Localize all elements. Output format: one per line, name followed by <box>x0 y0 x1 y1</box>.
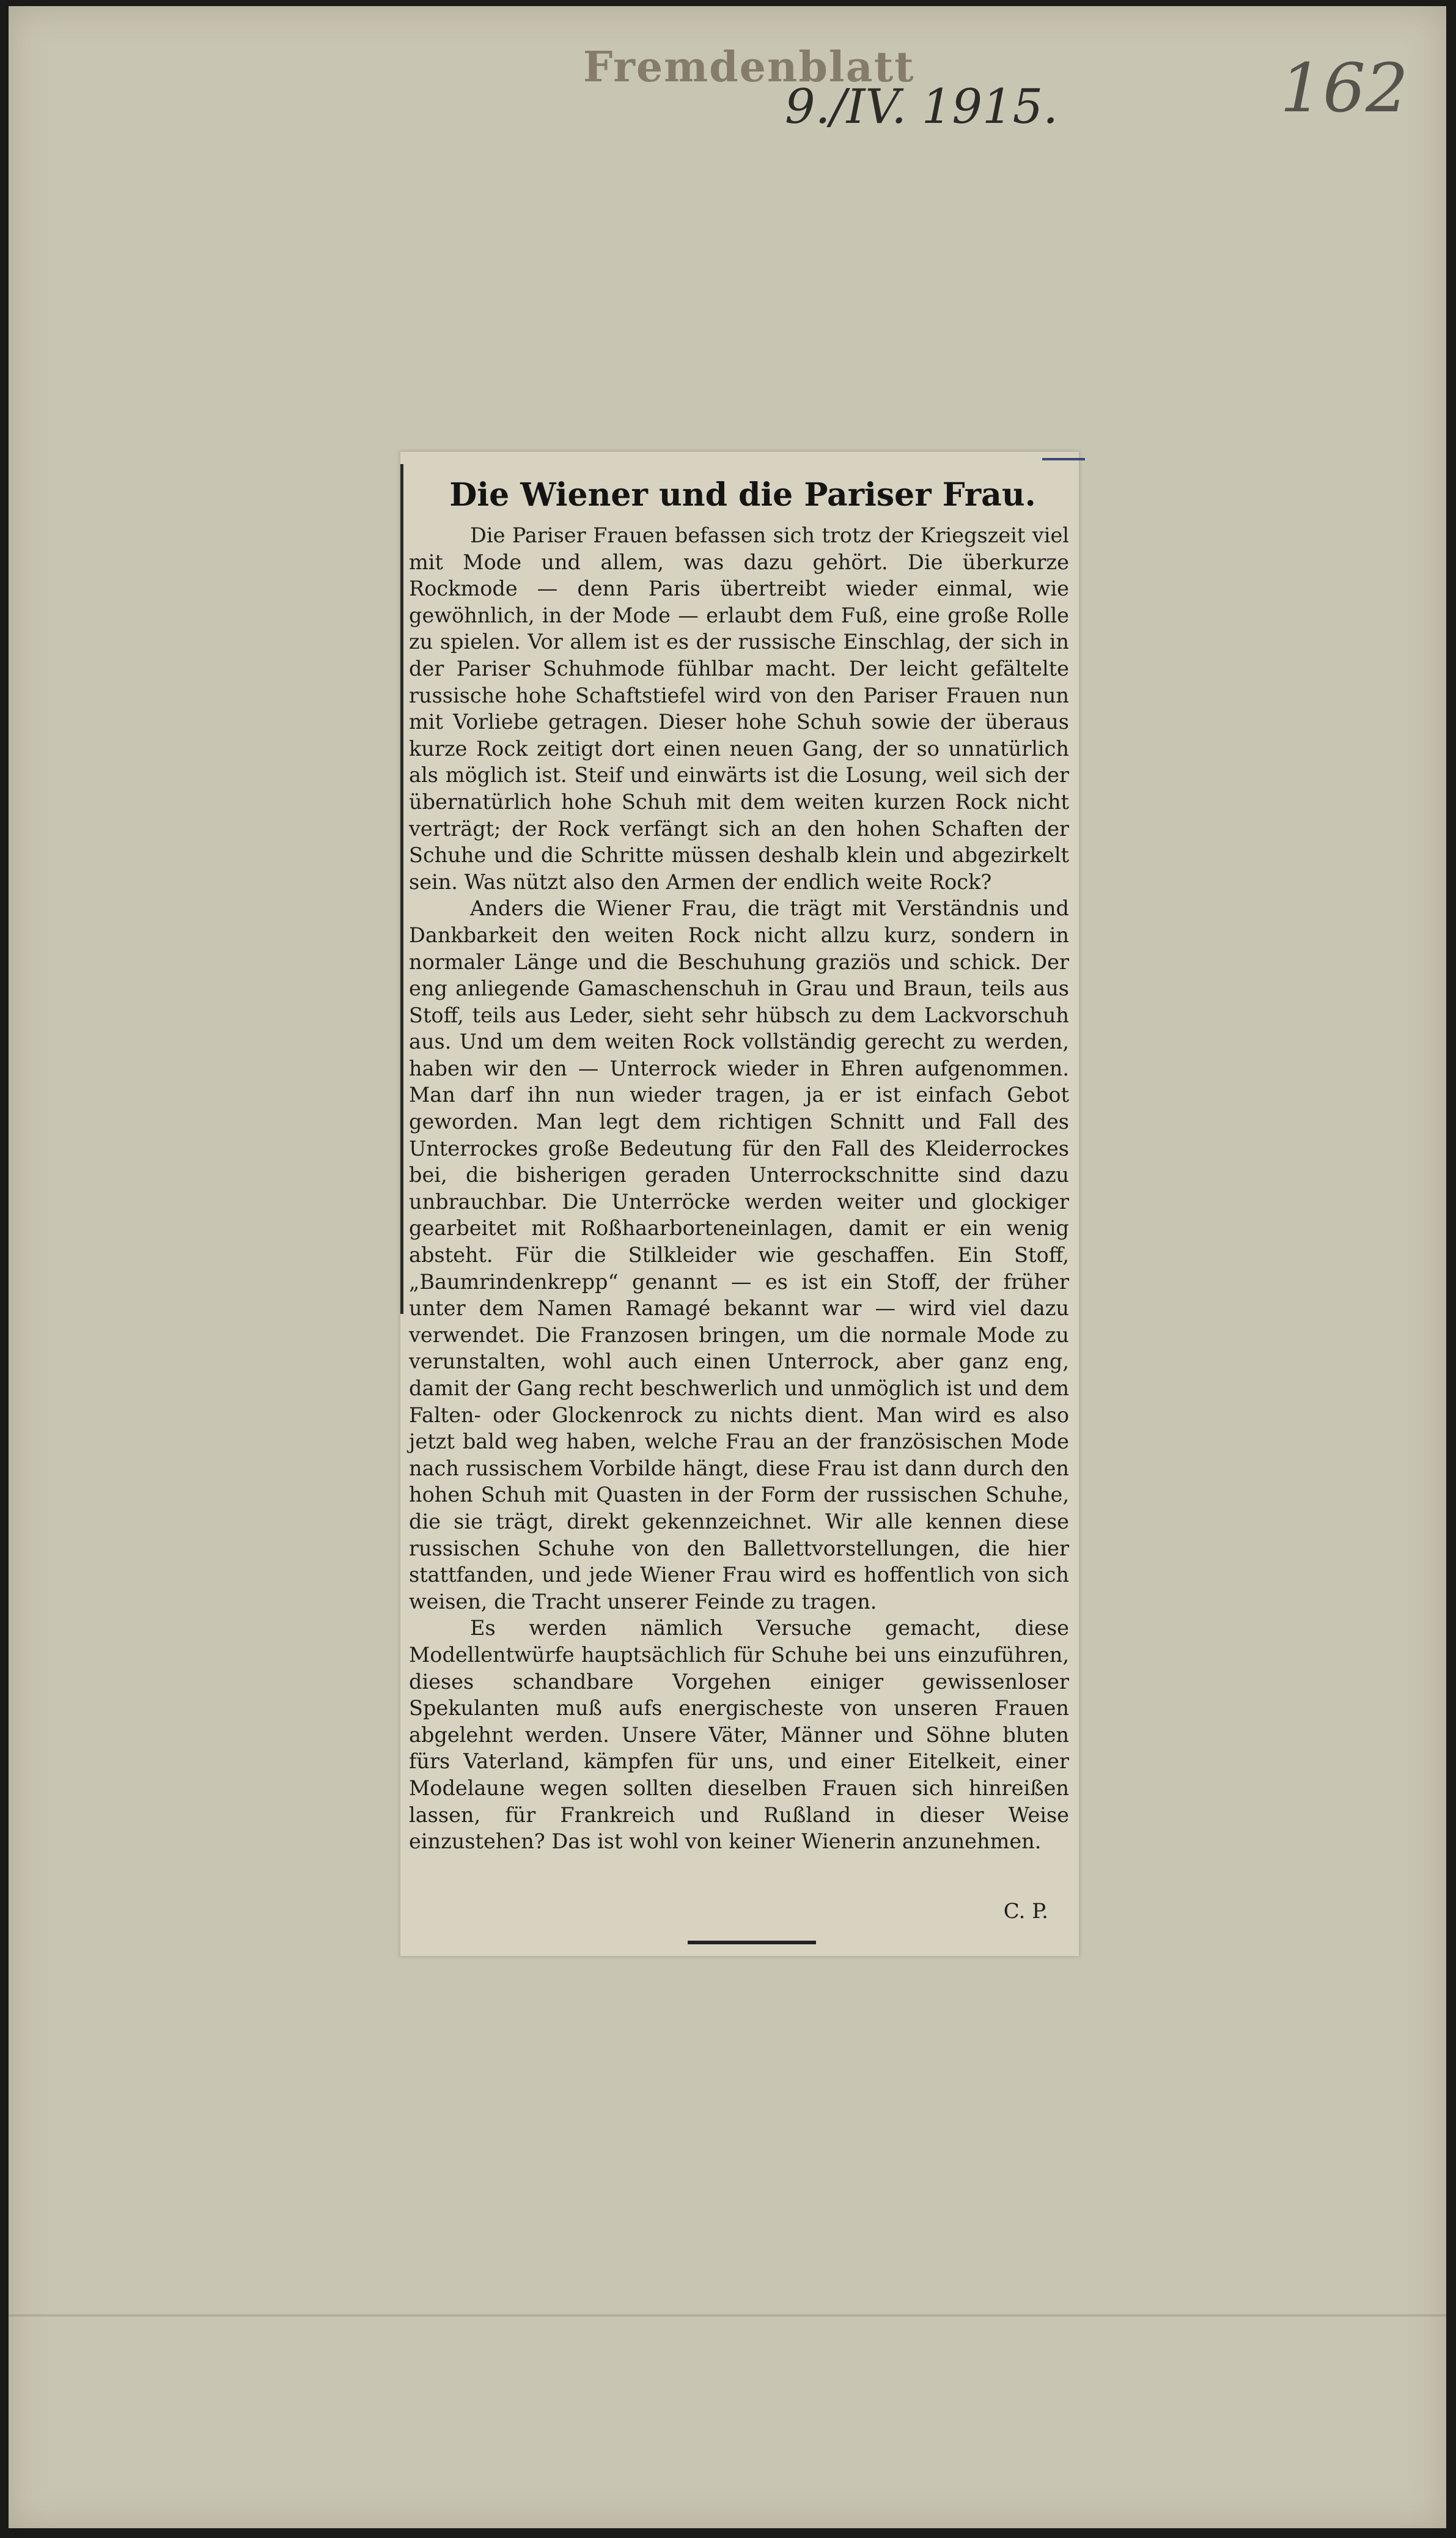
newspaper-clipping <box>400 451 1079 1957</box>
paper-fold <box>9 2314 1446 2317</box>
newspaper-stamp: Fremdenblatt <box>583 43 915 92</box>
archive-sheet <box>9 6 1446 2528</box>
handwritten-page-number: 162 <box>1280 49 1408 127</box>
ink-mark <box>1042 458 1085 460</box>
article-paragraph: Es werden nämlich Versuche gemacht, diese Modellentwürfe hauptsächlich für Schuhe bei uns einzuführen, dieses schandbare Vorgehen einiger gewissenloser Spekulanten muß aufs energischeste von unseren Frauen abgelehnt werden. Unsere Väter, Männer und Söhne bluten fürs Vaterland, kämpfen für uns, und einer Eitelkeit, einer Modelaune wegen sollten dieselben Frauen sich hinreißen lassen, für Frankreich und Rußland in dieser Weise einzustehen? Das ist wohl von keiner Wienerin anzunehmen. <box>409 1616 1069 1854</box>
article-headline: Die Wiener und die Pariser Frau. <box>449 476 1036 514</box>
article-paragraph: Anders die Wiener Frau, die trägt mit Verständnis und Dankbarkeit den weiten Rock nicht allzu kurz, sondern in normaler Länge und die Beschuhung graziös und schick. Der eng anliegende Gamaschenschuh in Grau und Braun, teils aus Stoff, teils aus Leder, sieht sehr hübsch zu dem Lackvorschuh aus. Und um dem weiten Rock vollständig gerecht zu werden, haben wir den — Unterrock wieder in Ehren aufgenommen. Man darf ihn nun wieder tragen, ja er ist einfach Gebot geworden. Man legt dem richtigen Schnitt und Fall des Unterrockes große Bedeutung für den Fall des Kleiderrockes bei, die bisherigen geraden Unterrockschnitte sind dazu unbrauchbar. Die Unterröcke werden weiter und glockiger gearbeitet mit Roßhaarborteneinlagen, damit er ein wenig absteht. Für die Stilkleider wie geschaffen. Ein Stoff, „Baumrindenkrepp“ genannt — es ist ein Stoff, der früher unter dem Namen Ramagé bekannt war — wird viel dazu verwendet. Die Franzosen bringen, um die normale Mode zu verunstalten, wohl auch einen Unterrock, aber ganz eng, damit der Gang recht beschwerlich und unmöglich ist und dem Falten- oder Glockenrock zu nichts dient. Man wird es also jetzt bald weg haben, welche Frau an der französischen Mode nach russischem Vorbilde hängt, diese Frau ist dann durch den hohen Schuh mit Quasten in der Form der russischen Schuhe, die sie trägt, direkt gekennzeichnet. Wir alle kennen diese russischen Schuhe von den Ballettvorstellungen, die hier stattfanden, und jede Wiener Frau wird es hoffentlich von sich weisen, die Tracht unserer Feinde zu tragen. <box>409 896 1069 1614</box>
article-paragraph: Die Pariser Frauen befassen sich trotz der Kriegszeit viel mit Mode und allem, was dazu gehört. Die überkurze Rockmode — denn Paris übertreibt wieder einmal, wie gewöhnlich, in der Mode — erlaubt dem Fuß, eine große Rolle zu spielen. Vor allem ist es der russische Einschlag, der sich in der Pariser Schuhmode fühlbar macht. Der leicht gefältelte russische hohe Schaftstiefel wird von den Pariser Frauen nun mit Vorliebe getragen. Dieser hohe Schuh sowie der überaus kurze Rock zeitigt dort einen neuen Gang, der so unnatürlich als möglich ist. Steif und einwärts ist die Losung, weil sich der übernatürlich hohe Schuh mit dem weiten kurzen Rock nicht verträgt; der Rock verfängt sich an den hohen Schaften der Schuhe und die Schritte müssen deshalb klein und abgezirkelt sein. Was nützt also den Armen der endlich weite Rock? <box>409 523 1069 894</box>
author-signature: C. P. <box>1003 1899 1048 1924</box>
column-rule <box>400 464 403 1314</box>
article-body <box>409 522 1069 1855</box>
end-rule <box>688 1941 816 1944</box>
handwritten-date: 9./IV. 1915. <box>785 79 1059 135</box>
